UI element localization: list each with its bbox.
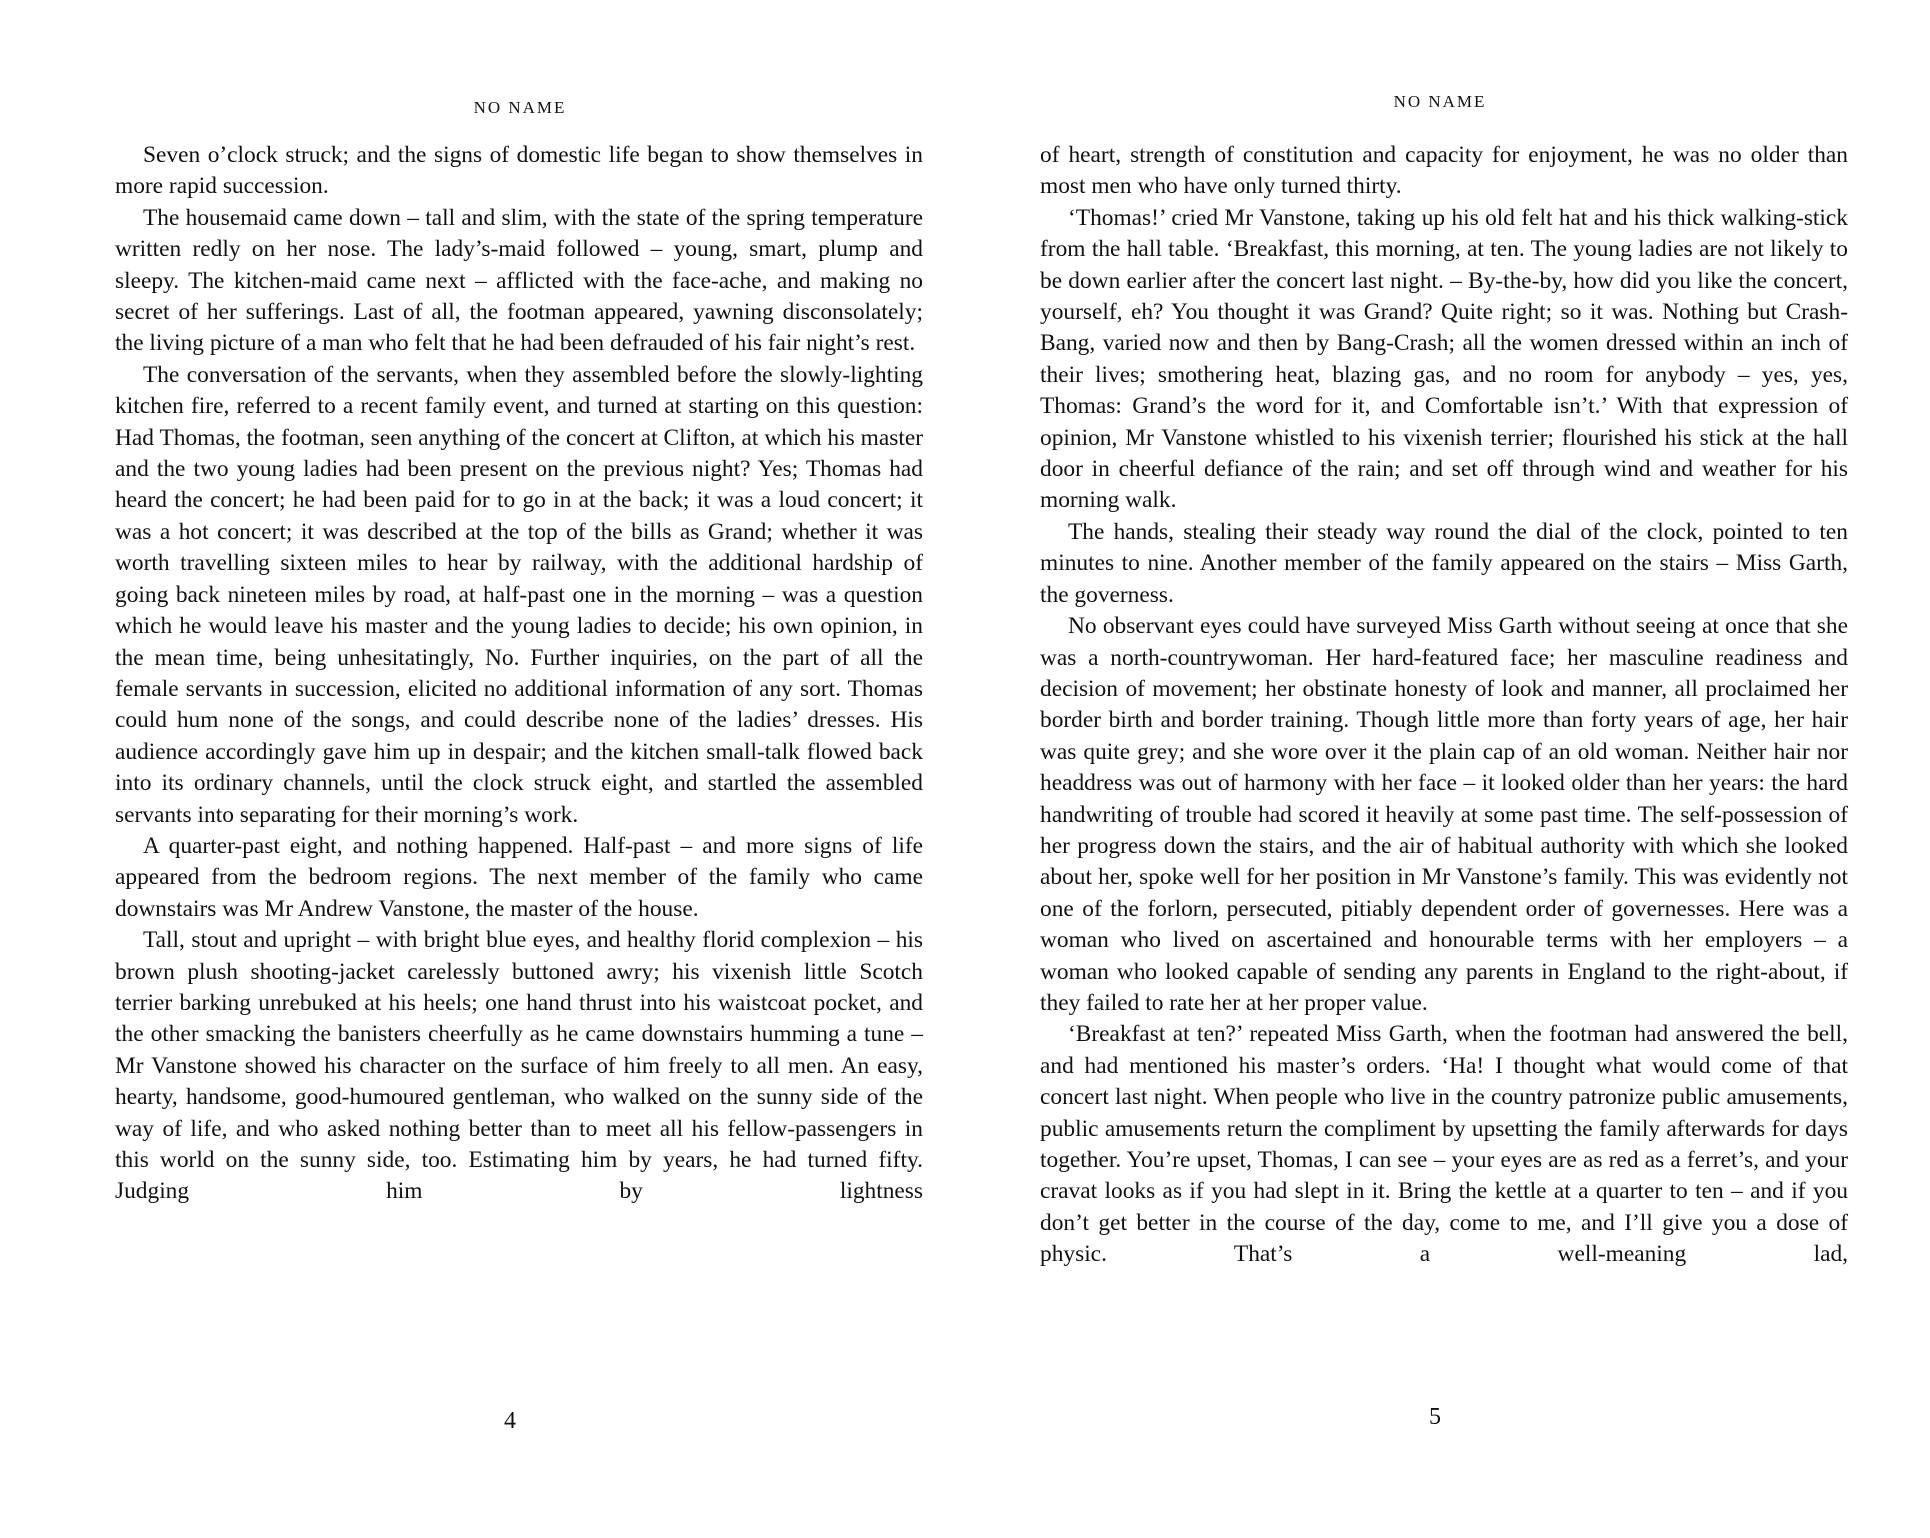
page-number: 5 [1429, 1404, 1441, 1430]
running-head: NO NAME [1393, 92, 1487, 111]
continuation-paragraph: of heart, strength of constitution and capacity for enjoyment, he was no older than most men who have only turned thirty. [1040, 142, 1848, 200]
paragraph: The hands, stealing their steady way round the dial of the clock, pointed to ten minutes to nine. Another member of the family appeared on the stairs – Miss Garth, the governess. [1040, 518, 1848, 608]
page-body [115, 140, 923, 1208]
paragraph: The conversation of the servants, when they assembled before the slowly-lighting kitchen fire, referred to a recent family event, and turned at starting on this question: Had Thomas, the footman, seen anything of the concert at Clifton, at which his master and the two young ladies had been present on the previous night? Yes; Thomas had heard the concert; he had been paid for to go in at the back; it was a loud concert; it was a hot concert; it was described at the top of the bills as Grand; whether it was worth travelling sixteen miles to hear by railway, with the additional hardship of going back nineteen miles by road, at half-past one in the morning – was a question which he would leave his master and the young ladies to decide; his own opinion, in the mean time, being unhesitatingly, No. Further inquiries, on the part of all the female servants in succession, elicited no additional information of any sort. Thomas could hum none of the songs, and could describe none of the ladies’ dresses. His audience accordingly gave him up in despair; and the kitchen small-talk flowed back into its ordinary channels, until the clock struck eight, and startled the assembled servants into separating for their morning’s work. [115, 361, 923, 828]
running-head: NO NAME [473, 98, 567, 117]
page-body [1040, 140, 1848, 1271]
right-page [965, 0, 1930, 1538]
paragraph: Tall, stout and upright – with bright blue eyes, and healthy florid complexion – his brown plush shooting-jacket carelessly buttoned awry; his vixenish little Scotch terrier barking unrebuked at his heels; one hand thrust into his waistcoat pocket, and the other smacking the banisters cheerfully as he came downstairs humming a tune – Mr Vanstone showed his character on the surface of him freely to all men. An easy, hearty, handsome, good-humoured gentleman, who walked on the sunny side of the way of life, and who asked nothing better than to meet all his fellow-passengers in this world on the sunny side, too. Estimating him by years, he had turned fifty. Judging him by lightness [115, 927, 923, 1205]
paragraph: No observant eyes could have surveyed Miss Garth without seeing at once that she was a north-countrywoman. Her hard-featured face; her masculine readiness and decision of movement; her obstinate honesty of look and manner, all proclaimed her border birth and border training. Though little more than forty years of age, her hair was quite grey; and she wore over it the plain cap of an old woman. Neither hair nor headdress was out of harmony with her face – it looked older than her years: the hard handwriting of trouble had scored it heavily at some past time. The self-possession of her progress down the stairs, and the air of habitual authority with which she looked about her, spoke well for her position in Mr Vanstone’s family. This was evidently not one of the forlorn, persecuted, pitiably dependent order of governesses. Here was a woman who lived on ascertained and honourable terms with her employers – a woman who looked capable of sending any parents in England to the right-about, if they failed to rate her at her proper value. [1040, 613, 1848, 1016]
paragraph: ‘Thomas!’ cried Mr Vanstone, taking up his old felt hat and his thick walking-stick from the hall table. ‘Breakfast, this morning, at ten. The young ladies are not likely to be down earlier after the concert last night. – By-the-by, how did you like the concert, yourself, eh? You thought it was Grand? Quite right; so it was. Nothing but Crash-Bang, varied now and then by Bang-Crash; all the women dressed within an inch of their lives; smothering heat, blazing gas, and no room for anybody – yes, yes, Thomas: Grand’s the word for it, and Comfortable isn’t.’ With that expression of opinion, Mr Vanstone whistled to his vixenish terrier; flourished his stick at the hall door in cheerful defiance of the rain; and set off through wind and weather for his morning walk. [1040, 204, 1848, 514]
page-number: 4 [504, 1408, 516, 1434]
paragraph: The housemaid came down – tall and slim, with the state of the spring temperature written redly on her nose. The lady’s-maid followed – young, smart, plump and sleepy. The kitchen-maid came next – afflicted with the face-ache, and making no secret of her sufferings. Last of all, the footman appeared, yawning disconsolately; the living picture of a man who felt that he had been defrauded of his fair night’s rest. [115, 204, 923, 357]
paragraph: ‘Breakfast at ten?’ repeated Miss Garth, when the footman had answered the bell, and had mentioned his master’s orders. ‘Ha! I thought what would come of that concert last night. When people who live in the country patronize public amusements, public amusements return the compliment by upsetting the family afterwards for days together. You’re upset, Thomas, I can see – your eyes are as red as a ferret’s, and your cravat looks as if you had slept in it. Bring the kettle at a quarter to ten – and if you don’t get better in the course of the day, come to me, and I’ll give you a dose of physic. That’s a well-meaning lad, [1040, 1021, 1848, 1268]
paragraph: A quarter-past eight, and nothing happened. Half-past – and more signs of life appeared from the bedroom regions. The next member of the family who came downstairs was Mr Andrew Vanstone, the master of the house. [115, 832, 923, 922]
paragraph: Seven o’clock struck; and the signs of domestic life began to show themselves in more rapid succession. [115, 142, 923, 200]
